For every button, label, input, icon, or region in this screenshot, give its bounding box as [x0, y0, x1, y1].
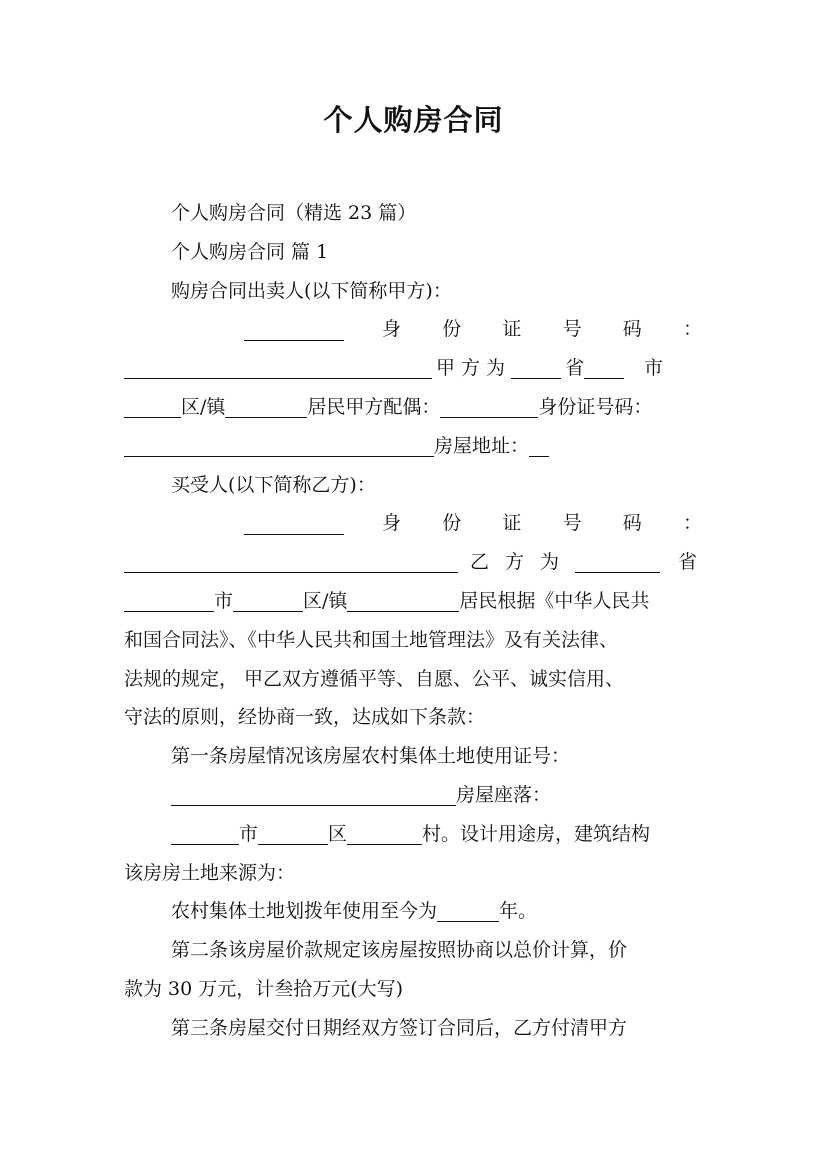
blank-field — [347, 589, 459, 612]
blank-field — [575, 550, 660, 573]
blank-field — [124, 589, 214, 612]
buyer-district-line — [124, 582, 702, 621]
paragraph-line: 个人购房合同（精选 23 篇） — [171, 202, 417, 224]
buyer-id-line — [124, 504, 702, 543]
paragraph-line: 守法的原则，经协商一致，达成如下条款： — [124, 706, 486, 729]
house-location-line — [124, 776, 702, 815]
seller-district-line — [124, 388, 702, 427]
blank-field — [584, 356, 624, 379]
paragraph-line: 款为 30 万元，计叁拾万元(大写) — [124, 977, 404, 1000]
paragraph-line: 和国合同法》、《中华人民共和国土地管理法》及有关法律、 — [124, 628, 619, 651]
label-text: 区/镇 — [303, 589, 348, 612]
label-text: 市 — [644, 357, 664, 380]
document-body — [124, 194, 702, 1048]
label-text: 乙方为 — [470, 551, 576, 574]
label-text: 省 — [678, 551, 698, 574]
label-text: 居民根据《中华人民共 — [459, 589, 650, 612]
blank-field — [347, 822, 422, 845]
paragraph-line: 法规的规定， 甲乙双方遵循平等、自愿、公平、诚实信用、 — [124, 667, 625, 690]
blank-field — [233, 589, 303, 612]
land-use-line — [124, 892, 702, 931]
label-text: 村。设计用途房，建筑结构 — [422, 822, 651, 845]
article-3-heading: 第三条房屋交付日期经双方签订合同后，乙方付清甲方 — [171, 1016, 628, 1039]
paragraph-line: 该房房土地来源为： — [124, 861, 296, 884]
label-text: 市 — [239, 822, 259, 845]
blank-field — [244, 512, 344, 535]
label-text: 房屋地址： — [434, 434, 530, 457]
label-text: 农村集体土地划拨年使用至今为 — [171, 900, 438, 923]
seller-id-line — [124, 310, 702, 349]
blank-field — [171, 822, 239, 845]
house-village-line — [124, 815, 702, 854]
blank-field — [124, 550, 458, 573]
label-text: 区/镇 — [181, 395, 226, 418]
blank-field — [258, 822, 328, 845]
blank-field — [171, 783, 456, 806]
blank-field — [529, 434, 549, 457]
id-number-label: 身份证号码： — [382, 318, 702, 341]
label-text: 甲方为 — [436, 357, 512, 380]
blank-field — [124, 395, 181, 418]
blank-field — [124, 356, 432, 379]
seller-address-line — [124, 427, 702, 466]
label-text: 市 — [214, 589, 234, 612]
label-text: 年。 — [499, 900, 538, 923]
blank-field — [440, 395, 538, 418]
buyer-location-line — [124, 543, 702, 582]
blank-field — [244, 318, 344, 341]
label-text: 区 — [328, 822, 348, 845]
article-2-heading: 第二条该房屋价款规定该房屋按照协商以总价计算，价 — [171, 939, 628, 962]
label-text: 房屋座落： — [456, 783, 552, 806]
label-text: 身份证号码： — [538, 395, 653, 418]
label-text: 居民甲方配偶： — [307, 395, 441, 418]
blank-field — [437, 899, 499, 922]
article-1-heading: 第一条房屋情况该房屋农村集体土地使用证号： — [171, 745, 571, 768]
blank-field — [124, 434, 434, 457]
blank-field — [225, 395, 307, 418]
paragraph-line: 个人购房合同 篇 1 — [171, 240, 329, 263]
paragraph-line: 购房合同出卖人(以下简称甲方)： — [171, 279, 452, 302]
paragraph-line: 买受人(以下简称乙方)： — [171, 473, 376, 496]
document-title: 个人购房合同 — [323, 103, 504, 137]
seller-location-line — [124, 349, 702, 388]
id-number-label: 身份证号码： — [382, 512, 702, 535]
label-text: 省 — [565, 357, 585, 380]
blank-field — [511, 356, 561, 379]
